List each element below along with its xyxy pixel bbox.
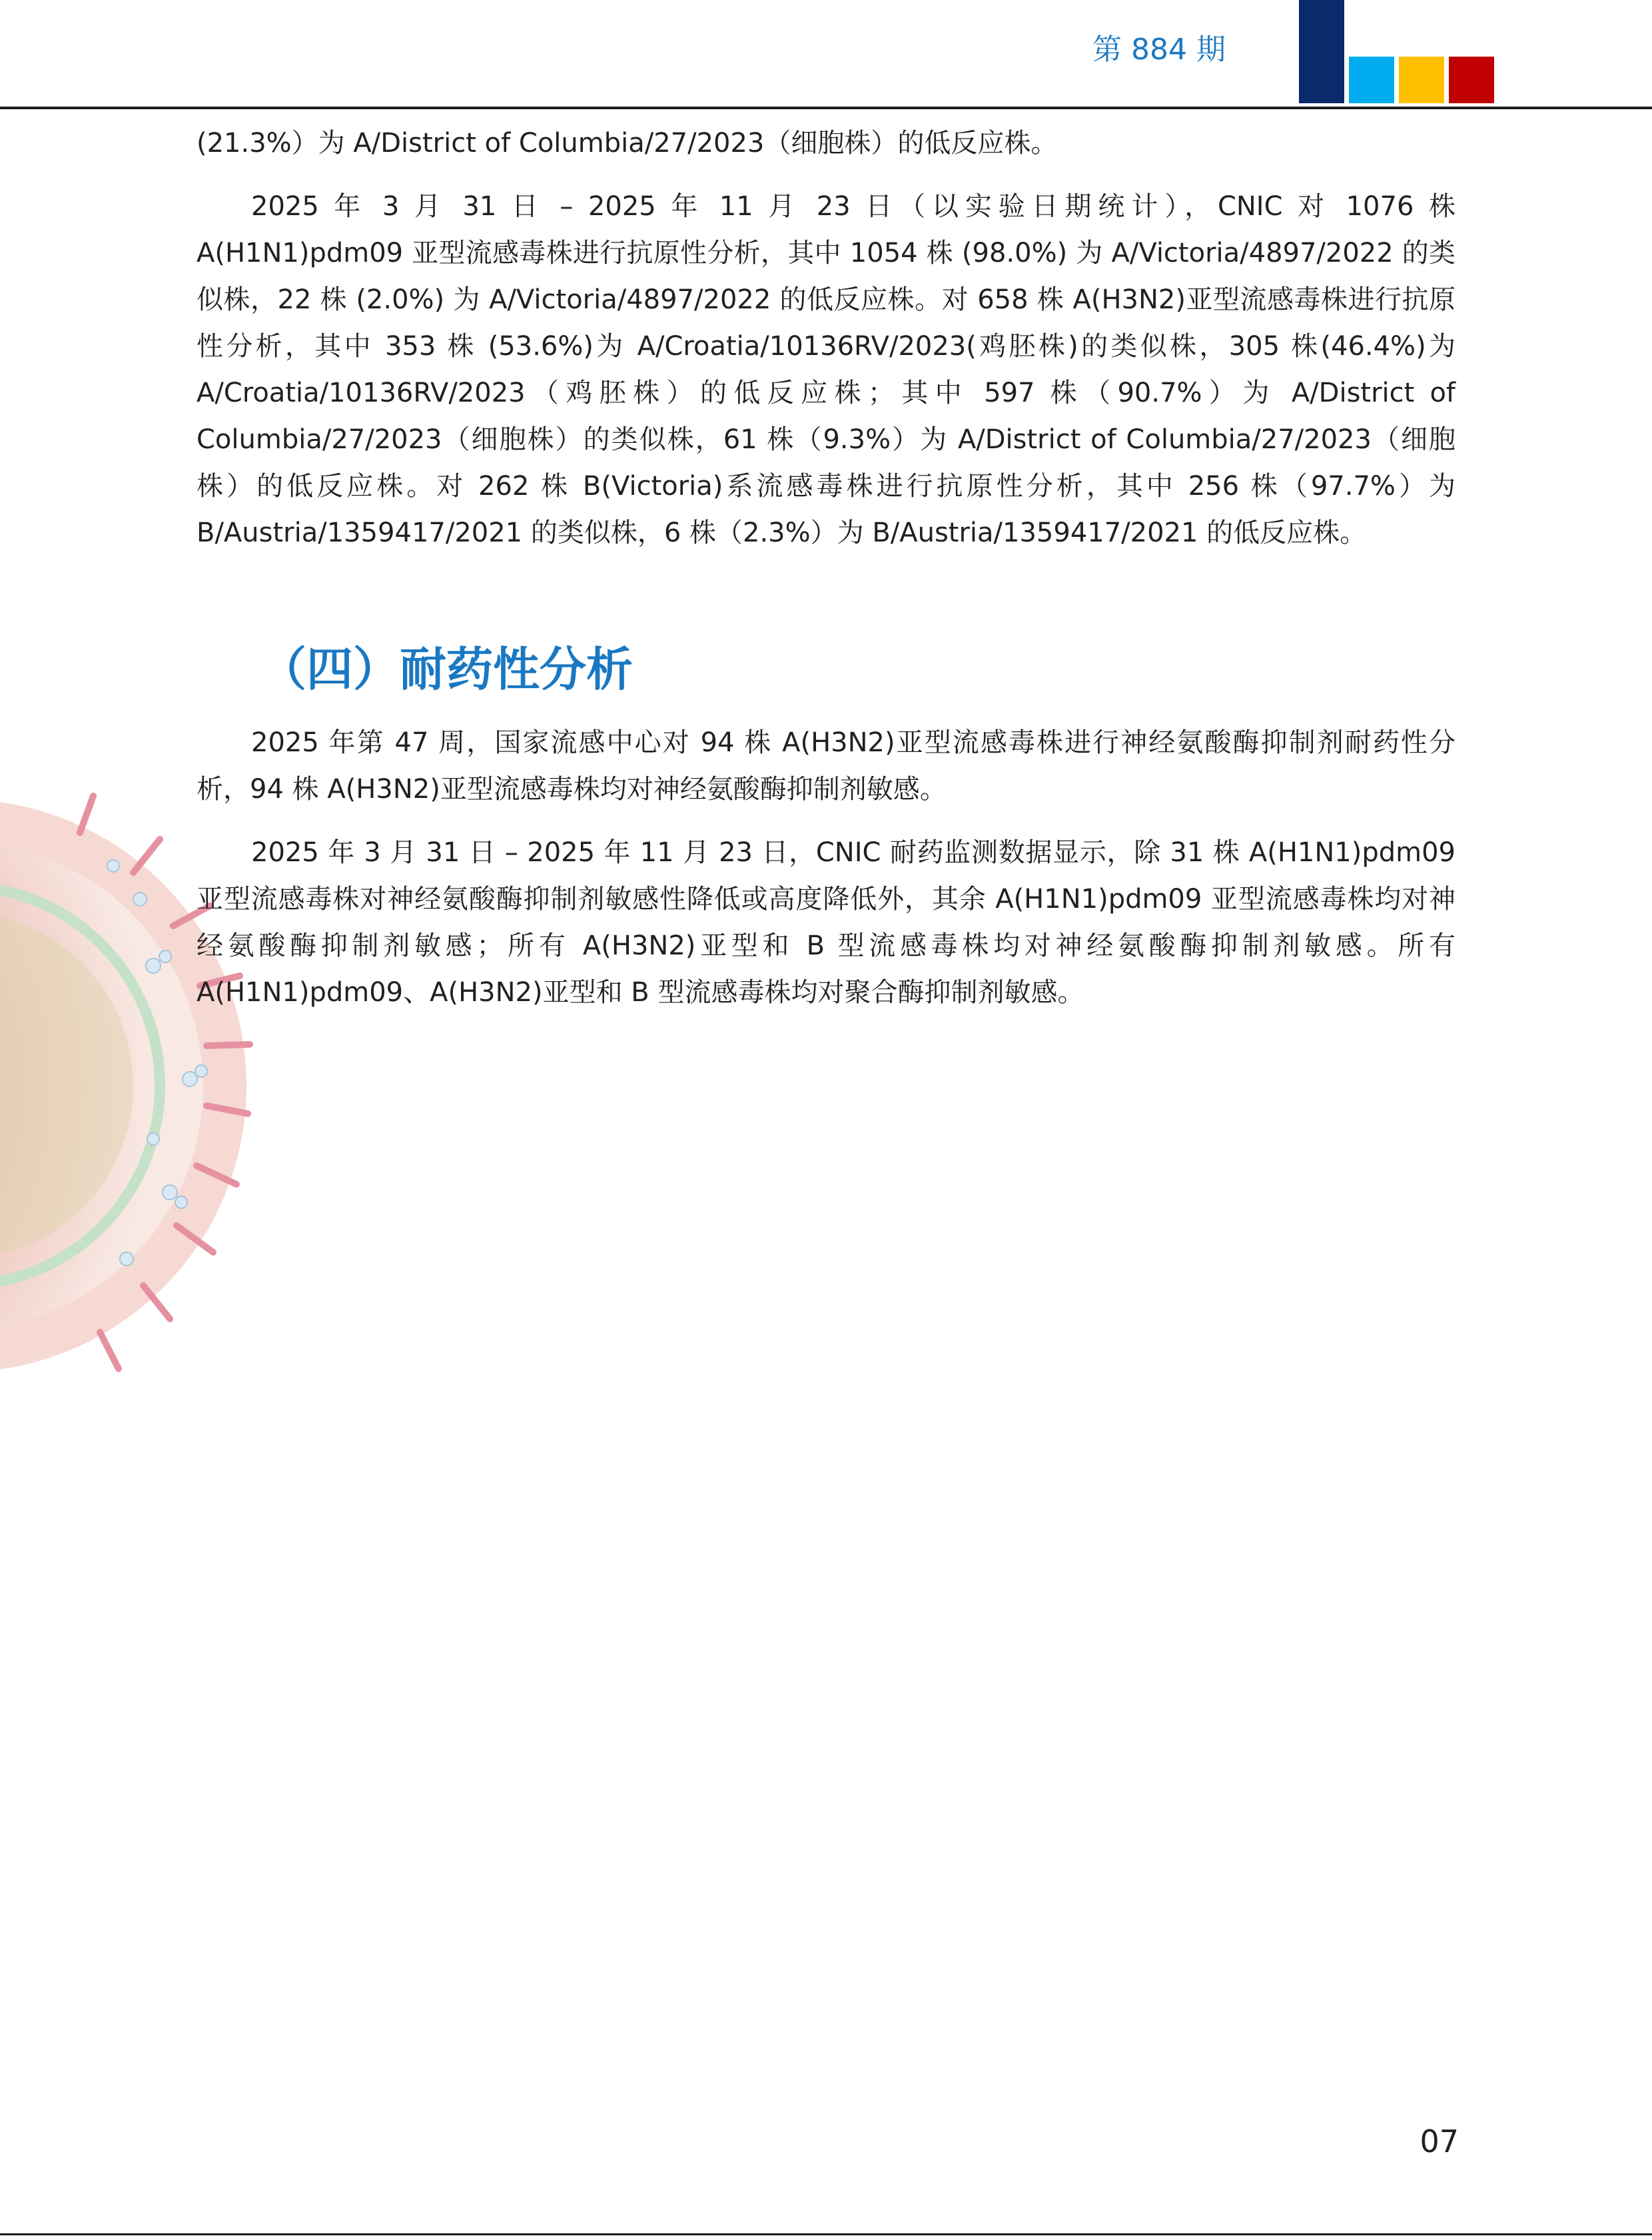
page-number: 07: [1420, 2123, 1459, 2159]
paragraph-continuation: (21.3%）为 A/District of Columbia/27/2023（细胞株）的低反应株。: [197, 128, 1058, 159]
paragraph-resistance-surveillance: 2025 年 3 月 31 日 – 2025 年 11 月 23 日，CNIC 耐药监测数据显示，除 31 株 A(H1N1)pdm09 亚型流感毒株对神经氨酸酶抑制剂敏感性降低或高度降低外，其余 A(H1N1)pdm09 亚型流感毒株均对神经氨酸酶抑制剂敏感；所有 A(H3N2)亚型和 B 型流感毒株均对神经氨酸酶抑制剂敏感。所有 A(H1N1)pdm09、A(H3N2)亚型和 B 型流感毒株均对聚合酶抑制剂敏感。: [197, 837, 1455, 1008]
section-heading: （四）耐药性分析: [260, 642, 633, 697]
logo-bar-cyan: [1349, 57, 1394, 103]
main-content: [197, 120, 1455, 1016]
paragraph-weekly-resistance: 2025 年第 47 周，国家流感中心对 94 株 A(H3N2)亚型流感毒株进行神经氨酸酶抑制剂耐药性分析，94 株 A(H3N2)亚型流感毒株均对神经氨酸酶抑制剂敏感。: [197, 727, 1455, 805]
footer-rule: [0, 2233, 1652, 2235]
logo-bar-yellow: [1399, 57, 1444, 103]
logo-bar-navy: [1299, 0, 1344, 103]
logo-bar-red: [1449, 57, 1494, 103]
issue-number: 第 884 期: [1092, 33, 1226, 67]
header-rule: [0, 107, 1652, 109]
paragraph-antigenic-analysis: 2025 年 3 月 31 日 – 2025 年 11 月 23 日（以实验日期统计），CNIC 对 1076 株 A(H1N1)pdm09 亚型流感毒株进行抗原性分析，其中 1054 株 (98.0%) 为 A/Victoria/4897/2022 的类似株，22 株 (2.0%) 为 A/Victoria/4897/2022 的低反应株。对 658 株 A(H3N2)亚型流感毒株进行抗原性分析，其中 353 株 (53.6%)为 A/Croatia/10136RV/2023(鸡胚株)的类似株，305 株(46.4%)为 A/Croatia/10136RV/2023（鸡胚株）的低反应株；其中 597 株（90.7%）为 A/District of Columbia/27/2023（细胞株）的类似株，61 株（9.3%）为 A/District of Columbia/27/2023（细胞株）的低反应株。对 262 株 B(Victoria)系流感毒株进行抗原性分析，其中 256 株（97.7%）为 B/Austria/1359417/2021 的类似株，6 株（2.3%）为 B/Austria/1359417/2021 的低反应株。: [197, 191, 1455, 548]
